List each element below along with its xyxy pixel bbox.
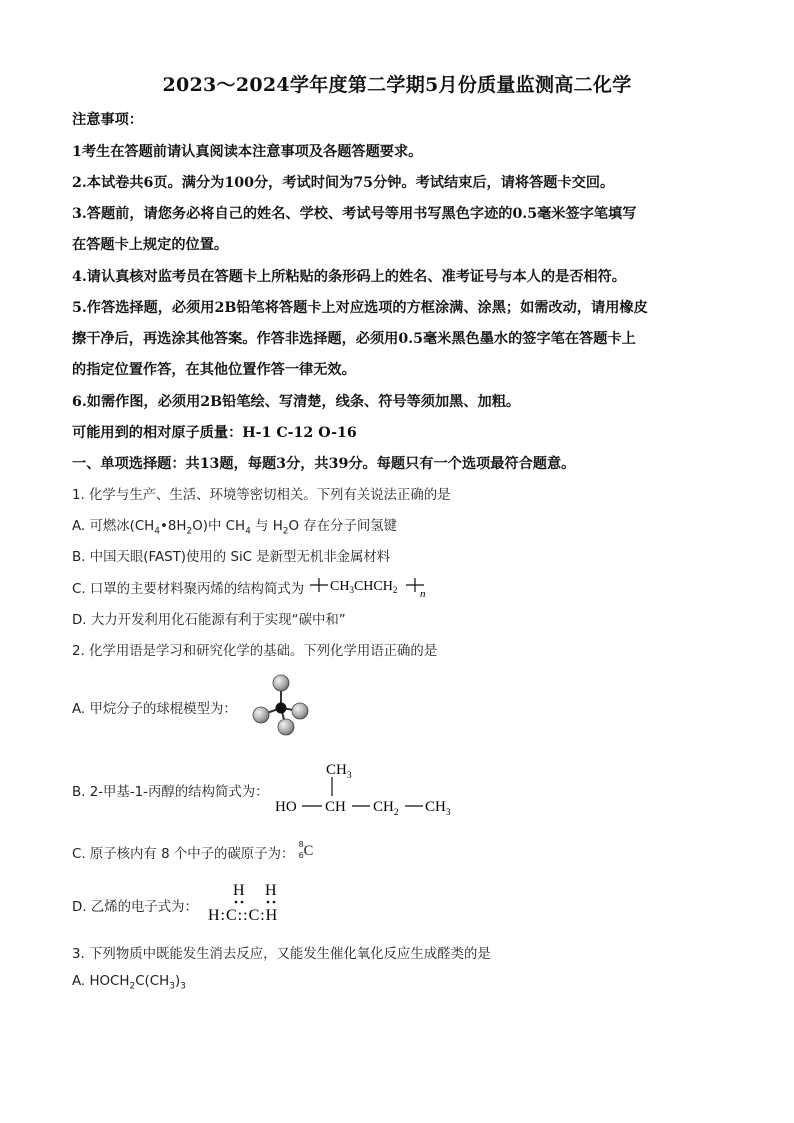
- svg-text:CH3: $CH_3$: [425, 799, 451, 818]
- ethylene-electron-formula: [206, 878, 316, 926]
- svg-text:CH3: $CH_3$: [326, 762, 352, 781]
- q3-option-a: A. $HOCH_2C(CH_3)_3$: [72, 974, 186, 992]
- notice-item-2: 2.本试卷共6页。满分为100分，考试时间为75分钟。考试结束后，请将答题卡交回。: [72, 175, 615, 191]
- notice-item-5-cont: 擦干净后，再选涂其他答案。作答非选择题，必须用0.5毫米黑色墨水的签字笔在答题卡上: [72, 331, 636, 347]
- q3-stem: 3. 下列物质中既能发生消去反应，又能发生催化氧化反应生成醛类的是: [72, 947, 491, 962]
- q2-option-b: B. 2-甲基-1-丙醇的结构简式为：: [72, 785, 269, 800]
- notice-item-3: 3.答题前，请您务必将自己的姓名、学校、考试号等用书写黑色字迹的0.5毫米签字笔填写: [72, 206, 637, 222]
- notice-item-6: 6.如需作图，必须用2B铅笔绘、写清楚，线条、符号等须加黑、加粗。: [72, 394, 521, 410]
- polypropylene-formula: [308, 576, 432, 600]
- polymer-n: n: [420, 588, 426, 600]
- formula-ch3chch2: $CH_3CHCH_2$: [330, 579, 398, 595]
- section-heading: 一、单项选择题：共13题，每题3分，共39分。每题只有一个选项最符合题意。: [72, 456, 576, 472]
- svg-text:CH: CH: [325, 799, 346, 815]
- notice-item-4: 4.请认真核对监考员在答题卡上所粘贴的条形码上的姓名、准考证号与本人的是否相符。: [72, 269, 626, 285]
- q1-option-c: C. 口罩的主要材料聚丙烯的结构简式为 $CH_3CHCH_2$ n: [72, 576, 432, 600]
- svg-text:CH2: $CH_2$: [373, 799, 399, 818]
- notice-item-5: 5.作答选择题，必须用2B铅笔将答题卡上对应选项的方框涂满、涂黑；如需改动，请用橡皮: [72, 300, 648, 316]
- page-title: 2023～2024学年度第二学期5月份质量监测高二化学: [162, 74, 632, 96]
- q1-option-a: A. 可燃冰$(CH_4•8H_2O)$中 $CH_4$ 与 $H_2O$ 存在分子间氢键: [72, 519, 398, 537]
- notice-item-5-cont2: 的指定位置作答，在其他位置作答一律无效。: [72, 362, 356, 378]
- q1-option-d: D. 大力开发利用化石能源有利于实现“碳中和”: [72, 613, 346, 628]
- notice-item-1: 1考生在答题前请认真阅读本注意事项及各题答题要求。: [72, 144, 423, 160]
- q2-option-c: C. 原子核内有 8 个中子的碳原子为： 8 6 C: [72, 843, 317, 862]
- q2-option-a: A. 甲烷分子的球棍模型为：: [72, 702, 237, 717]
- notice-item-3-cont: 在答题卡上规定的位置。: [72, 237, 229, 253]
- q2-stem: 2. 化学用语是学习和研究化学的基础。下列化学用语正确的是: [72, 644, 438, 659]
- q2-option-d: D. 乙烯的电子式为：: [72, 900, 198, 915]
- svg-text:HO: HO: [275, 799, 297, 815]
- notice-heading: 注意事项：: [72, 112, 143, 128]
- methane-ball-stick-model: [248, 672, 314, 736]
- 2-methyl-1-propanol-structure: [272, 758, 472, 820]
- q1-option-b: B. 中国天眼(FAST)使用的 SiC 是新型无机非金属材料: [72, 550, 391, 565]
- carbon-isotope-notation: 8 6 C: [298, 840, 314, 860]
- svg-text:H: H: [233, 882, 245, 899]
- q1-stem: 1. 化学与生产、生活、环境等密切相关。下列有关说法正确的是: [72, 488, 451, 503]
- svg-text:H: H: [265, 882, 277, 899]
- svg-text:H:C::C:H: H:C::C:H: [208, 907, 279, 924]
- polymer-bracket-svg: [308, 576, 432, 600]
- atomic-masses: 可能用到的相对原子质量：H-1 C-12 O-16: [72, 425, 357, 441]
